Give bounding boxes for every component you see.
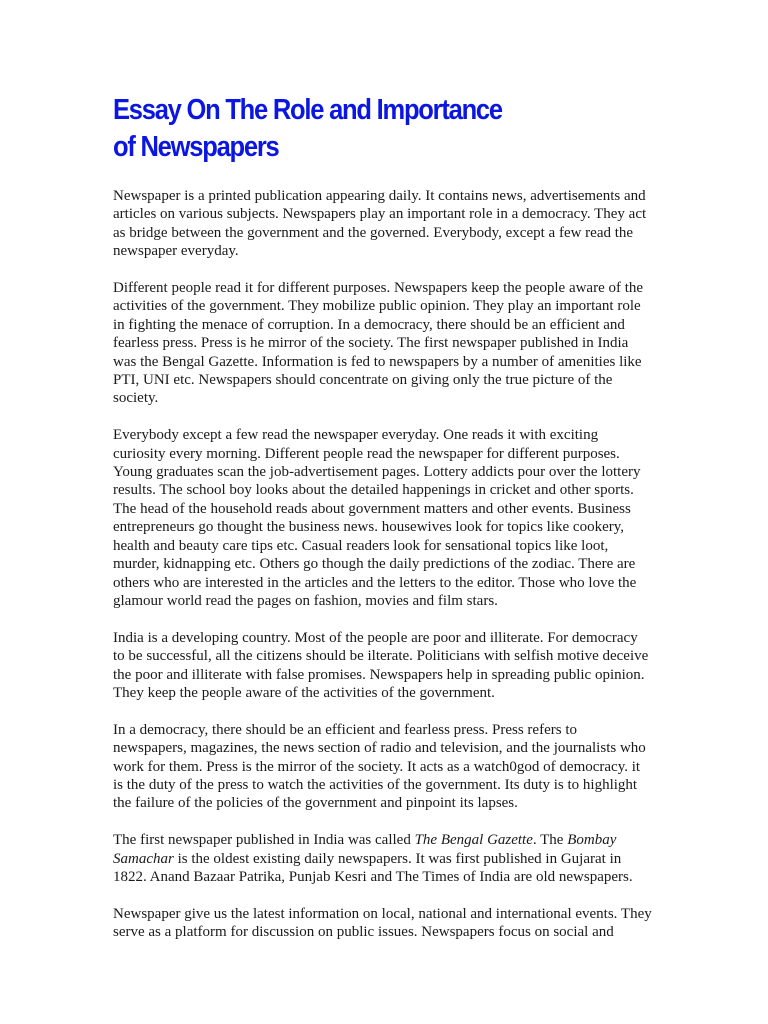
text-run: The first newspaper published in India was called	[113, 832, 415, 849]
title-line-1: Essay On The Role and Importance	[113, 94, 502, 126]
italic-title-samachar: Samachar	[113, 850, 174, 867]
text-line: society.	[113, 390, 159, 407]
text-line: They keep the people aware of the activities of the government.	[113, 684, 495, 701]
paragraph-3	[113, 426, 661, 610]
paragraph-6	[113, 831, 661, 886]
text-line: as bridge between the government and the governed. Everybody, except a few read the	[113, 224, 634, 241]
text-run: . The	[532, 832, 568, 849]
text-line: newspapers, magazines, the news section of radio and television, and the journalists who	[113, 740, 646, 757]
text-line: PTI, UNI etc. Newspapers should concentrate on giving only the true picture of the	[113, 372, 613, 389]
text-line: articles on various subjects. Newspapers play an important role in a democracy. They act	[113, 206, 647, 223]
text-line: 1822. Anand Bazaar Patrika, Punjab Kesri and The Times of India are old newspapers.	[113, 868, 633, 885]
paragraph-2	[113, 279, 661, 408]
essay-title	[113, 92, 641, 166]
text-line: to be successful, all the citizens should be ilterate. Politicians with selfish motive deceive	[113, 648, 649, 665]
text-line: Newspaper is a printed publication appearing daily. It contains news, advertisements and	[113, 188, 646, 204]
text-line: Young graduates scan the job-advertisement pages. Lottery addicts pour over the lottery	[113, 464, 641, 481]
text-line: India is a developing country. Most of the people are poor and illiterate. For democracy	[113, 629, 638, 646]
text-line: work for them. Press is the mirror of the society. It acts as a watch0god of democracy. it	[113, 758, 641, 775]
text-line	[113, 850, 661, 868]
text-line: Different people read it for different purposes. Newspapers keep the people aware of the	[113, 280, 644, 297]
italic-title-bengal-gazette: The Bengal Gazette	[414, 832, 533, 849]
text-line: activities of the government. They mobilize public opinion. They play an important role	[113, 298, 641, 315]
text-line: Everybody except a few read the newspaper everyday. One reads it with exciting	[113, 427, 599, 444]
text-line: is the duty of the press to watch the activities of the government. Its duty is to highlight	[113, 776, 638, 793]
text-line: entrepreneurs go thought the business news. housewives look for topics like cookery,	[113, 519, 625, 536]
text-line: the poor and illiterate with false promises. Newspapers help in spreading public opinion.	[113, 666, 645, 683]
text-line: the failure of the policies of the government and pinpoint its lapses.	[113, 795, 518, 812]
text-line: in fighting the menace of corruption. In a democracy, there should be an efficient and	[113, 316, 625, 333]
document-page	[113, 92, 661, 960]
paragraph-4	[113, 629, 661, 703]
text-line: health and beauty care tips etc. Casual readers look for sensational topics like loot,	[113, 537, 609, 554]
paragraph-1	[113, 187, 661, 261]
italic-title-bombay: Bombay	[567, 832, 617, 849]
text-line: murder, kidnapping etc. Others go though the daily predictions of the zodiac. There are	[113, 556, 636, 573]
text-line: others who are interested in the articles and the letters to the editor. Those who love the	[113, 574, 637, 591]
paragraph-5	[113, 721, 661, 813]
text-line: serve as a platform for discussion on public issues. Newspapers focus on social and	[113, 924, 614, 941]
text-line: curiosity every morning. Different people read the newspaper for different purposes.	[113, 445, 620, 462]
text-line: was the Bengal Gazette. Information is fed to newspapers by a number of amenities like	[113, 353, 642, 370]
text-line: fearless press. Press is he mirror of the society. The first newspaper published in India	[113, 335, 629, 352]
text-run: is the oldest existing daily newspapers. It was first published in Gujarat in	[173, 850, 622, 867]
text-line: Newspaper give us the latest information on local, national and international events. They	[113, 905, 652, 922]
text-line	[113, 831, 661, 849]
text-line: In a democracy, there should be an efficient and fearless press. Press refers to	[113, 721, 577, 738]
text-line: newspaper everyday.	[113, 243, 239, 260]
text-line: The head of the household reads about government matters and other events. Business	[113, 500, 631, 517]
text-line: glamour world read the pages on fashion, movies and film stars.	[113, 592, 498, 609]
text-line: results. The school boy looks about the detailed happenings in cricket and other sports.	[113, 482, 634, 499]
title-line-2: of Newspapers	[113, 131, 279, 163]
paragraph-7	[113, 905, 661, 942]
